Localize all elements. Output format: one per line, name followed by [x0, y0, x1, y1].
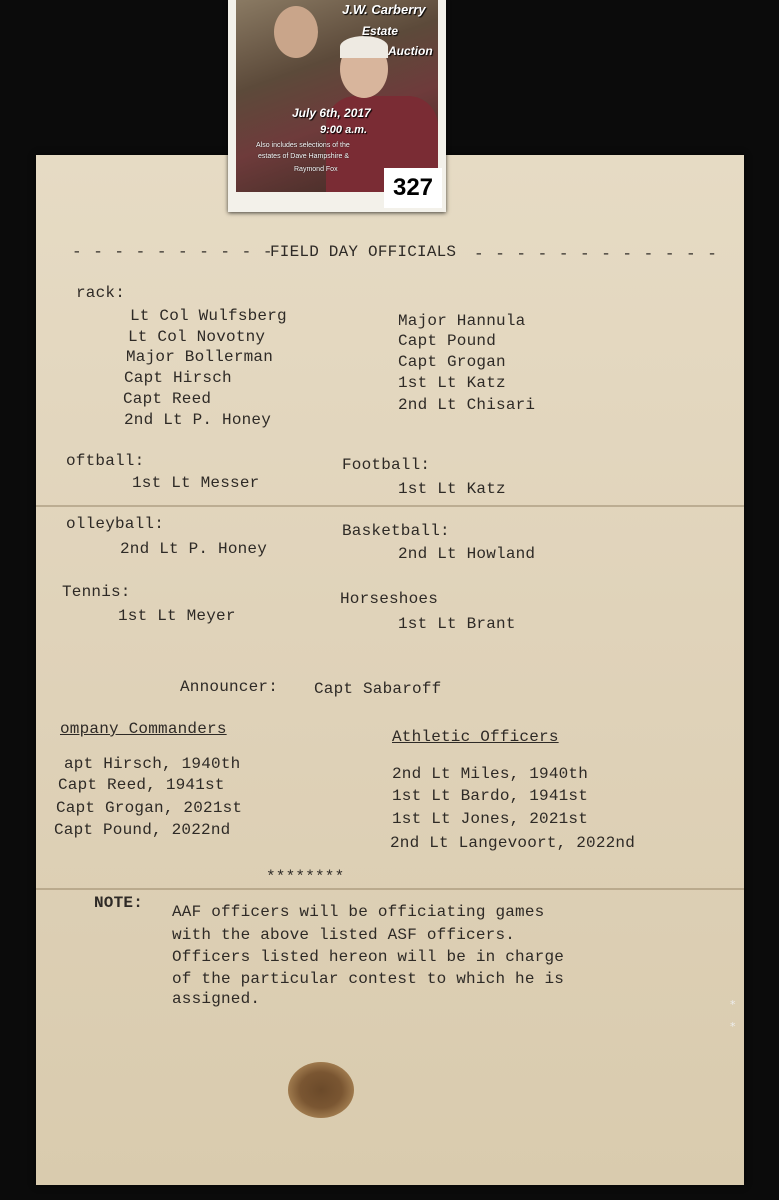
fold-line: [36, 888, 744, 890]
ticket-includes: estates of Dave Hampshire &: [258, 153, 350, 160]
track-official: Capt Reed: [123, 390, 212, 408]
track-official: Capt Grogan: [398, 353, 506, 371]
document-title: FIELD DAY OFFICIALS: [270, 243, 457, 261]
commander-entry: Capt Reed, 1941st: [58, 776, 225, 794]
track-official: Major Hannula: [398, 312, 526, 330]
track-official: 2nd Lt P. Honey: [124, 411, 272, 429]
fold-line: [36, 505, 744, 507]
horseshoes-label: Horseshoes: [340, 590, 439, 608]
basketball-label: Basketball:: [342, 522, 450, 540]
athletic-officer-entry: 1st Lt Bardo, 1941st: [392, 787, 589, 805]
softball-label: oftball:: [66, 452, 145, 470]
note-line: Officers listed hereon will be in charge: [172, 948, 565, 966]
company-commanders-heading: ompany Commanders: [60, 720, 227, 738]
athletic-officer-entry: 1st Lt Jones, 2021st: [392, 810, 589, 828]
track-official: 2nd Lt Chisari: [398, 396, 536, 414]
header-dashes-right: - - - - - - - - - - - -: [474, 245, 718, 263]
note-line: assigned.: [172, 990, 261, 1008]
track-official: Lt Col Novotny: [128, 328, 266, 346]
basketball-official: 2nd Lt Howland: [398, 545, 536, 563]
ticket-date: July 6th, 2017: [292, 106, 371, 120]
person-photo: [340, 36, 388, 58]
note-line: with the above listed ASF officers.: [172, 926, 516, 944]
ticket-includes: Raymond Fox: [294, 166, 338, 173]
commander-entry: apt Hirsch, 1940th: [64, 755, 241, 773]
header-dashes-left: - - - - - - - - - -: [72, 243, 274, 261]
softball-official: 1st Lt Messer: [132, 474, 260, 492]
ticket-includes: Also includes selections of the: [256, 142, 350, 149]
ticket-auction: Auction: [388, 44, 433, 58]
volleyball-official: 2nd Lt P. Honey: [120, 540, 268, 558]
football-official: 1st Lt Katz: [398, 480, 506, 498]
track-official: Lt Col Wulfsberg: [130, 307, 287, 325]
volleyball-label: olleyball:: [66, 515, 165, 533]
tennis-official: 1st Lt Meyer: [118, 607, 236, 625]
commander-entry: Capt Grogan, 2021st: [56, 799, 243, 817]
tennis-label: Tennis:: [62, 583, 131, 601]
athletic-officer-entry: 2nd Lt Langevoort, 2022nd: [390, 834, 636, 852]
track-label: rack:: [76, 284, 126, 302]
separator-stars: ********: [266, 868, 345, 886]
announcer-name: Capt Sabaroff: [314, 680, 442, 698]
note-line: of the particular contest to which he is: [172, 970, 565, 988]
ticket-name-line: J.W. Carberry: [342, 2, 426, 17]
track-official: Major Bollerman: [126, 348, 274, 366]
auction-lot-ticket: [228, 0, 446, 212]
athletic-officer-entry: 2nd Lt Miles, 1940th: [392, 765, 589, 783]
lot-number: 327: [384, 168, 442, 208]
ticket-estate: Estate: [362, 24, 399, 38]
football-label: Football:: [342, 456, 431, 474]
track-official: Capt Hirsch: [124, 369, 232, 387]
track-official: 1st Lt Katz: [398, 374, 506, 392]
ticket-photo: [236, 0, 438, 192]
horseshoes-official: 1st Lt Brant: [398, 615, 516, 633]
commander-entry: Capt Pound, 2022nd: [54, 821, 231, 839]
athletic-officers-heading: Athletic Officers: [392, 728, 559, 746]
edge-mark: *: [730, 998, 736, 1011]
person-photo: [274, 6, 318, 58]
note-line: AAF officers will be officiating games: [172, 903, 545, 921]
ticket-time: 9:00 a.m.: [320, 124, 368, 136]
edge-mark: *: [730, 1020, 736, 1033]
track-official: Capt Pound: [398, 332, 497, 350]
burn-stain: [288, 1062, 354, 1118]
note-label: NOTE:: [94, 894, 144, 912]
announcer-label: Announcer:: [180, 678, 279, 696]
